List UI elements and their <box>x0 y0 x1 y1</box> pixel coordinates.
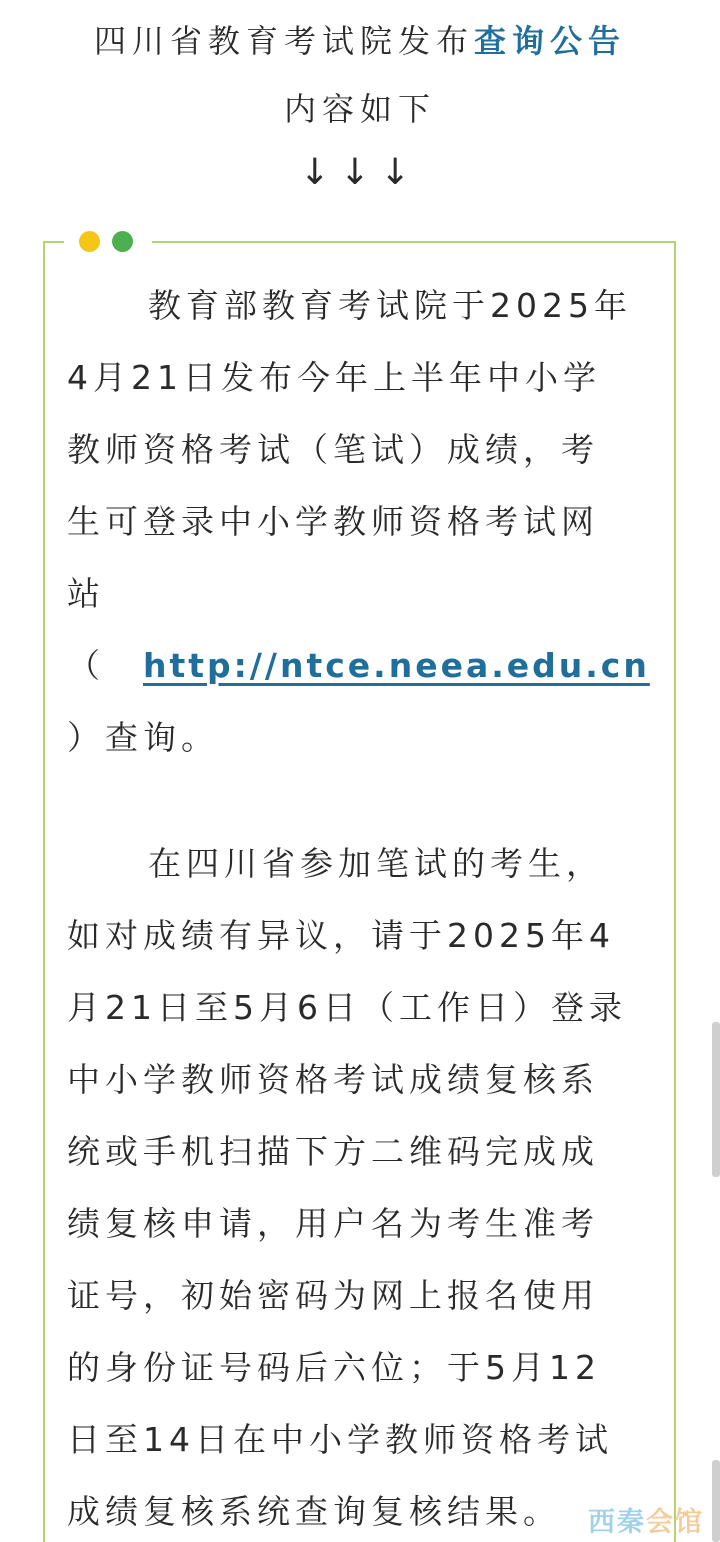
paragraph2-line: 统或手机扫描下方二维码完成成 <box>67 1132 599 1171</box>
paragraph1-line: 4月21日发布今年上半年中小学 <box>67 358 601 397</box>
paragraph1-line: 教师资格考试（笔试）成绩，考 <box>67 430 599 469</box>
paragraph2-line: 如对成绩有异议，请于2025年4 <box>67 916 615 955</box>
watermark-part1: 西秦 <box>588 1507 646 1538</box>
scrollbar-thumb-secondary[interactable] <box>712 1460 720 1542</box>
intro-title-highlight: 查询公告 <box>474 22 627 60</box>
paragraph2-line: 绩复核申请，用户名为考生准考 <box>67 1204 599 1243</box>
green-dot-icon <box>112 231 133 252</box>
paragraph2-line: 证号，初始密码为网上报名使用 <box>67 1276 599 1315</box>
paragraph2-line: 在四川省参加笔试的考生， <box>148 844 604 883</box>
paragraph2-line: 日至14日在中小学教师资格考试 <box>67 1420 613 1459</box>
watermark-part2: 会馆 <box>646 1507 704 1538</box>
intro-subtitle: 内容如下 <box>283 90 436 128</box>
paragraph1-line: ）查询。 <box>67 718 219 757</box>
link-open-paren: （ <box>67 646 105 685</box>
paragraph1-line: 站 <box>67 574 105 613</box>
scrollbar-thumb[interactable] <box>712 1022 720 1177</box>
down-arrows-icon: ↓↓↓ <box>299 152 421 193</box>
intro-title-line <box>0 16 720 62</box>
card-dots-decoration <box>64 226 152 256</box>
paragraph2-line: 中小学教师资格考试成绩复核系 <box>67 1060 599 1099</box>
watermark-logo <box>588 1500 704 1539</box>
paragraph2-line: 成绩复核系统查询复核结果。 <box>67 1492 561 1531</box>
paragraph2-line: 月21日至5月6日（工作日）登录 <box>67 988 627 1027</box>
paragraph2-line: 的身份证号码后六位；于5月12 <box>67 1348 601 1387</box>
paragraph1-line: 生可登录中小学教师资格考试网 <box>67 502 599 541</box>
paragraph1-line: 教育部教育考试院于2025年 <box>148 286 632 325</box>
yellow-dot-icon <box>79 231 100 252</box>
link-line <box>67 640 653 687</box>
ntce-website-link[interactable]: http://ntce.neea.edu.cn <box>143 646 650 685</box>
intro-title-prefix: 四川省教育考试院发布 <box>93 22 474 60</box>
